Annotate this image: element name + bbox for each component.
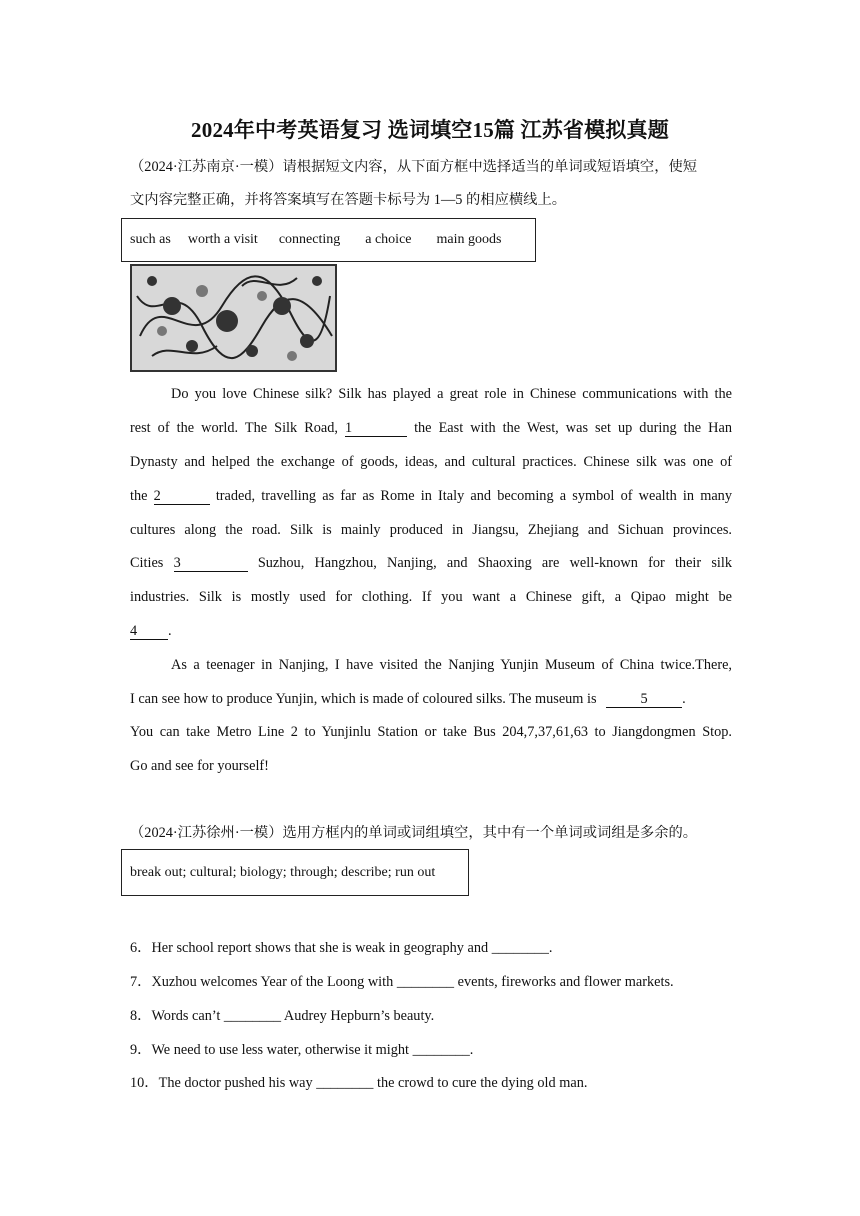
- answer-blank[interactable]: ________: [223, 1008, 282, 1024]
- p2-line3: You can take Metro Line 2 to Yunjinlu Station or take Bus 204,7,37,61,63 to Jiangdongmen Stop.: [130, 724, 732, 740]
- word-option: a choice: [365, 232, 412, 247]
- section1-intro-line1: （2024·江苏南京·一模）请根据短文内容，从下面方框中选择适当的单词或短语填空，使短: [130, 159, 698, 175]
- answer-blank[interactable]: ________: [491, 940, 549, 956]
- answer-blank[interactable]: ________: [396, 974, 455, 990]
- word-option: such as: [130, 232, 171, 247]
- word-option: main goods: [436, 232, 502, 247]
- section1-intro-line2: 文内容完整正确，并将答案填写在答题卡标号为 1—5 的相应横线上。: [130, 192, 567, 208]
- p1-line8: 4 .: [130, 623, 172, 639]
- p1-line5: cultures along the road. Silk is mainly produced in Jiangsu, Zhejiang and Sichuan provinces.: [130, 522, 732, 538]
- question-8: 8．Words can’t ________ Audrey Hepburn’s beauty.: [130, 1008, 435, 1024]
- word-option: connecting: [278, 232, 341, 247]
- question-10: 10．The doctor pushed his way ________ the crowd to cure the dying old man.: [130, 1075, 588, 1091]
- p1-line2: rest of the world. The Silk Road, 1 the East with the West, was set up during the Han: [130, 420, 733, 436]
- word-box-2: [121, 849, 469, 896]
- p1-line3: Dynasty and helped the exchange of goods, ideas, and cultural practices. Chinese silk was one of: [130, 454, 732, 470]
- p1-line4: the 2 traded, travelling as far as Rome in Italy and becoming a symbol of wealth in many: [130, 488, 732, 504]
- p2-line1: As a teenager in Nanjing, I have visited the Nanjing Yunjin Museum of China twice.There,: [171, 657, 732, 673]
- p1-line7: industries. Silk is mostly used for clothing. If you want a Chinese gift, a Qipao might be: [130, 589, 732, 605]
- blank-3[interactable]: 3: [174, 555, 248, 572]
- word-list: break out; cultural; biology; through; describe; run out: [130, 864, 436, 880]
- blank-5[interactable]: 5: [606, 691, 682, 708]
- section2-intro: （2024·江苏徐州·一模）选用方框内的单词或词组填空，其中有一个单词或词组是多余的。: [130, 825, 698, 841]
- word-box-1: [121, 218, 536, 262]
- blank-2[interactable]: 2: [154, 488, 210, 505]
- question-6: 6．Her school report shows that she is weak in geography and ________.: [130, 940, 553, 956]
- p1-line1: Do you love Chinese silk? Silk has played a great role in Chinese communications with the: [171, 386, 732, 402]
- p2-line2: I can see how to produce Yunjin, which is made of coloured silks. The museum is 5 .: [130, 691, 686, 707]
- dragon-embroidery-image: [130, 264, 337, 372]
- question-7: 7．Xuzhou welcomes Year of the Loong with ________ events, fireworks and flower markets.: [130, 974, 674, 990]
- page-title: 2024年中考英语复习 选词填空15篇 江苏省模拟真题: [191, 118, 669, 142]
- blank-4[interactable]: 4: [130, 623, 168, 640]
- p1-line6: Cities 3 Suzhou, Hangzhou, Nanjing, and Shaoxing are well-known for their silk: [130, 555, 733, 571]
- p2-line4: Go and see for yourself!: [130, 758, 269, 774]
- word-option: worth a visit: [187, 232, 258, 247]
- answer-blank[interactable]: ________: [412, 1042, 470, 1058]
- question-9: 9．We need to use less water, otherwise it might ________.: [130, 1042, 474, 1058]
- answer-blank[interactable]: ________: [316, 1075, 374, 1091]
- blank-1[interactable]: 1: [345, 420, 407, 437]
